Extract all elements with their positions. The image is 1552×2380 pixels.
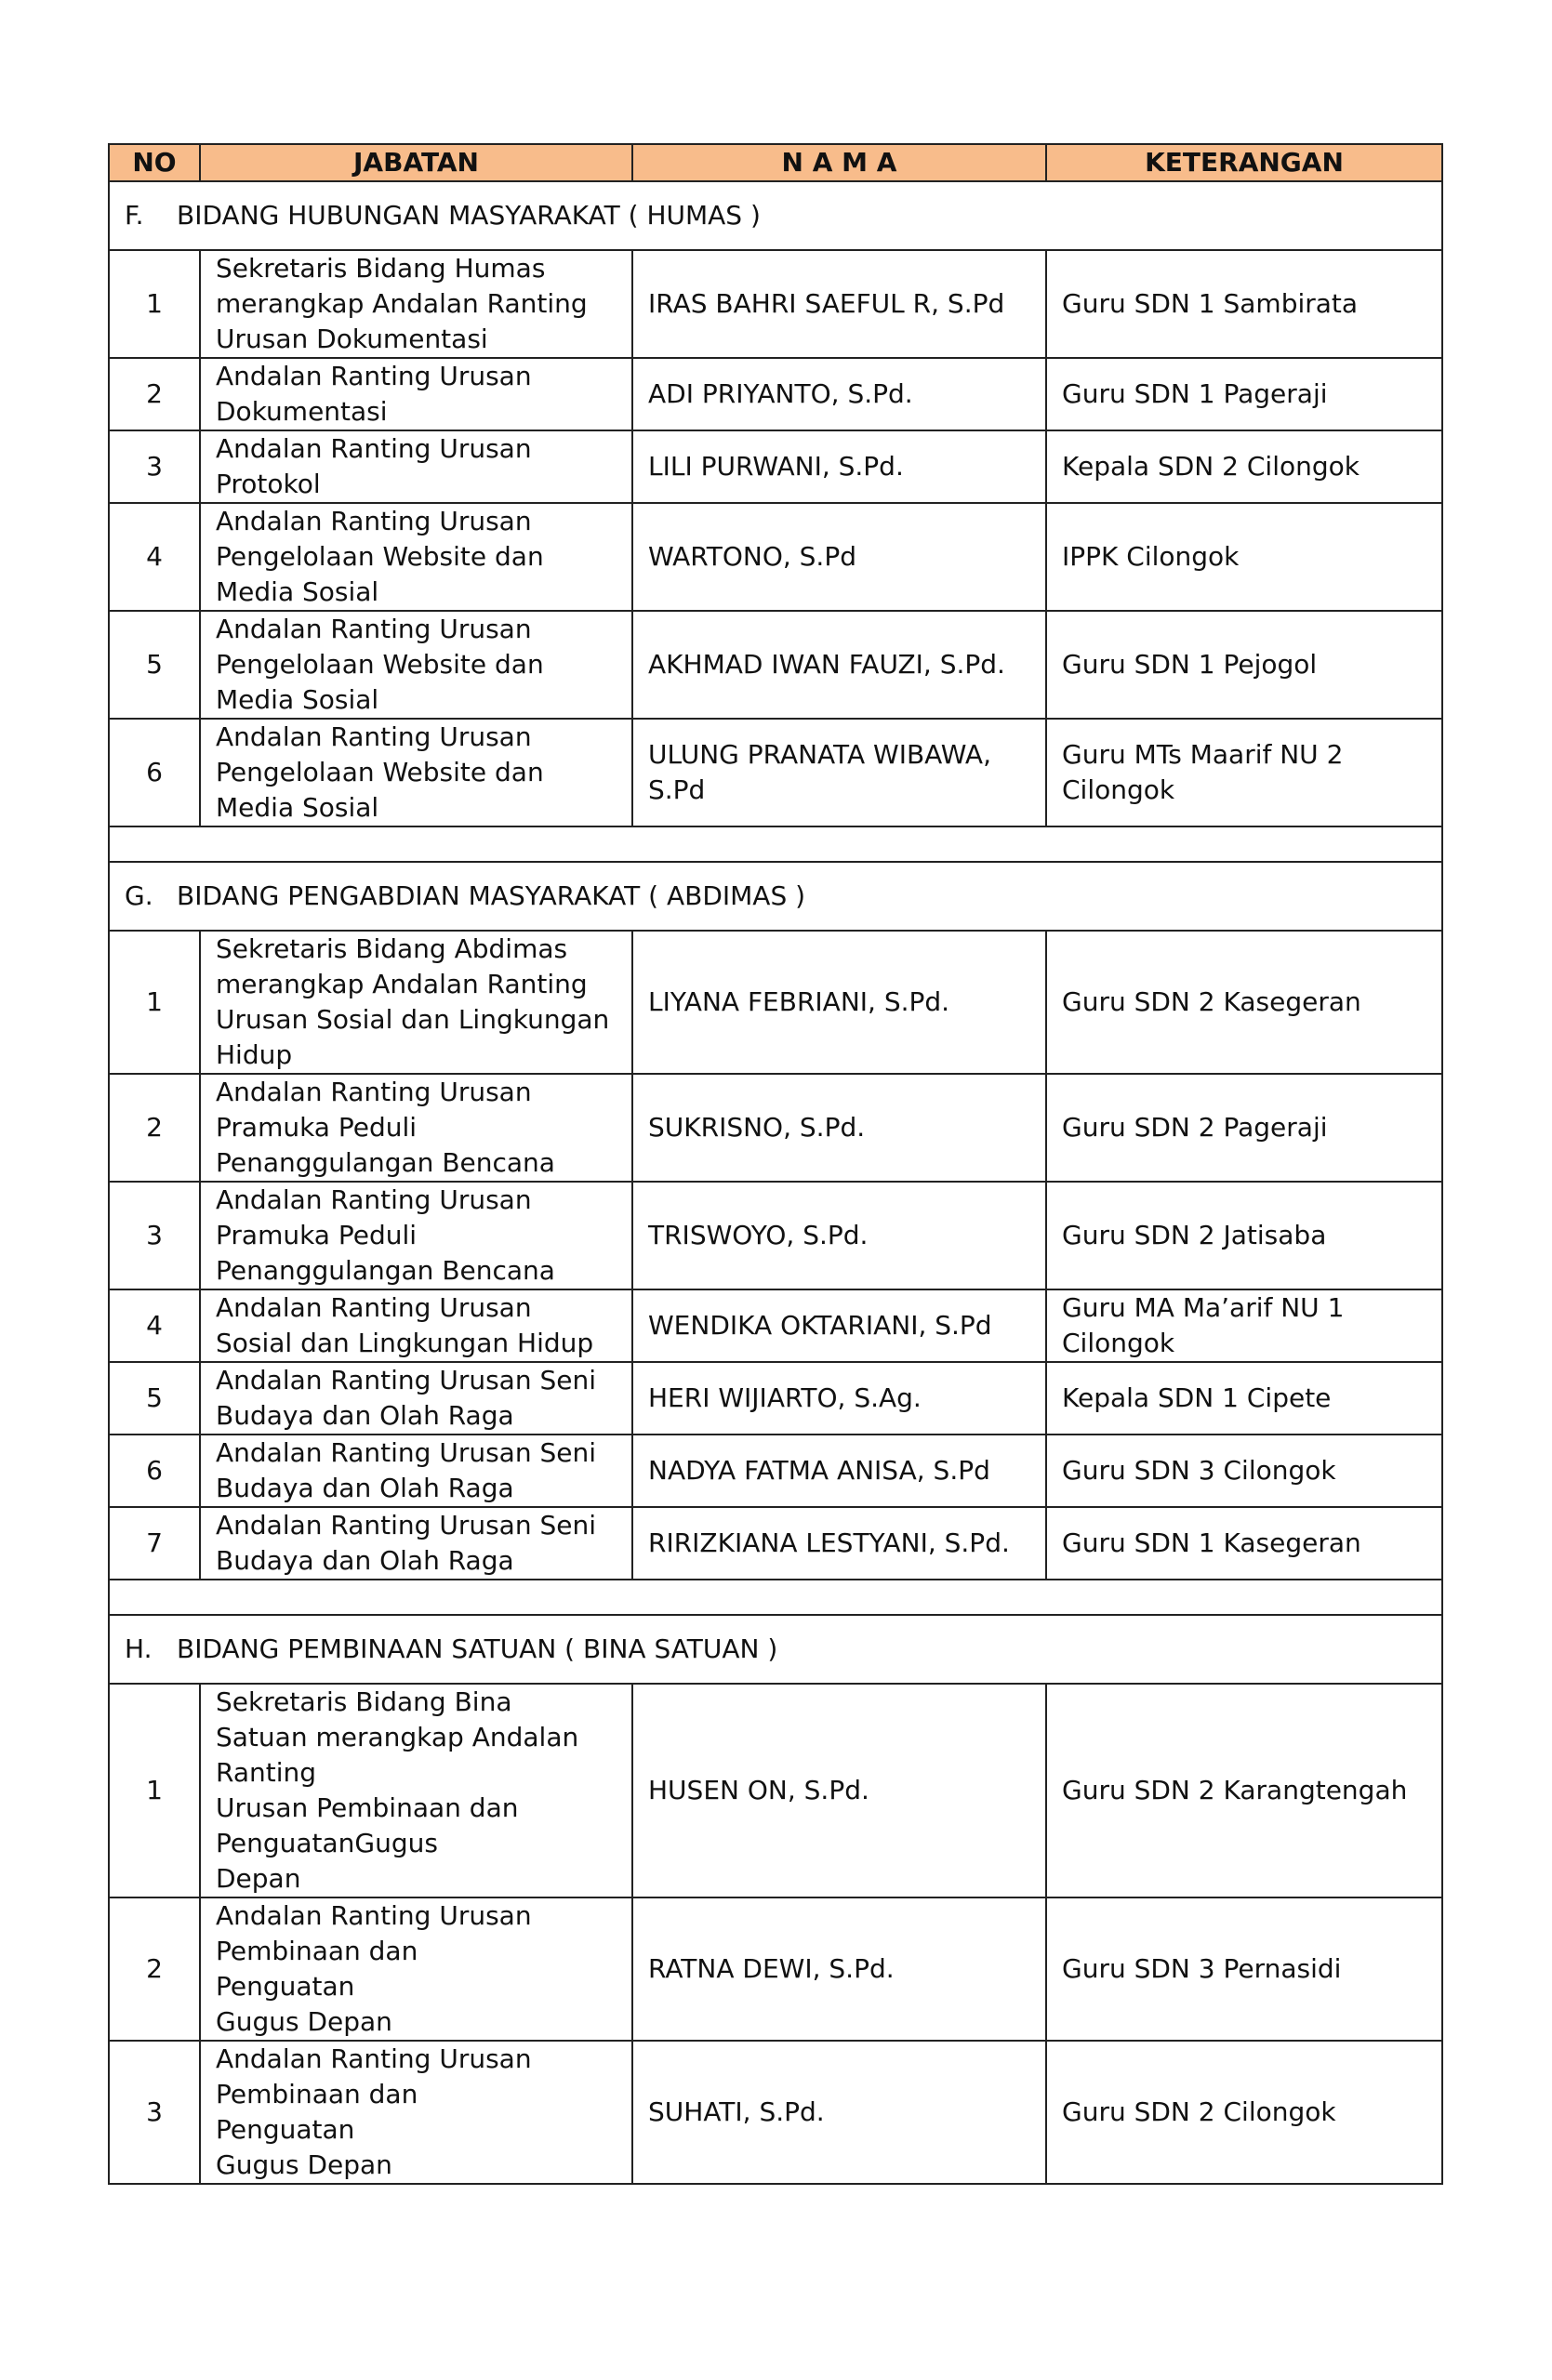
- jabatan-cell: [200, 1182, 632, 1289]
- table-row: [109, 611, 1442, 719]
- table-row: [109, 719, 1442, 826]
- jabatan-line: Penguatan: [216, 1971, 355, 2002]
- table-row: [109, 1684, 1442, 1897]
- row-number: 3: [109, 1182, 200, 1289]
- nama-cell: [632, 1074, 1046, 1182]
- jabatan-line: Protokol: [216, 469, 321, 499]
- jabatan-line: Andalan Ranting Urusan: [216, 433, 532, 464]
- jabatan-line: Media Sosial: [216, 576, 379, 607]
- section-letter: G.: [125, 880, 153, 911]
- section-letter: H.: [125, 1633, 153, 1664]
- jabatan-line: Budaya dan Olah Raga: [216, 1400, 514, 1431]
- row-number: 5: [109, 1362, 200, 1435]
- nama-line: S.Pd: [648, 774, 706, 805]
- keterangan-line: Guru SDN 2 Cilongok: [1062, 2096, 1336, 2127]
- jabatan-line: Gugus Depan: [216, 2006, 392, 2037]
- section-letter: F.: [125, 200, 144, 231]
- keterangan-cell: [1046, 503, 1442, 611]
- section-heading-row: [109, 181, 1442, 250]
- jabatan-cell: [200, 931, 632, 1074]
- section-heading: [109, 1615, 1442, 1684]
- row-number: 6: [109, 1435, 200, 1507]
- nama-line: ULUNG PRANATA WIBAWA,: [648, 739, 991, 770]
- jabatan-line: Andalan Ranting Urusan: [216, 2043, 532, 2074]
- nama-cell: [632, 931, 1046, 1074]
- keterangan-line: Guru SDN 2 Kasegeran: [1062, 986, 1361, 1017]
- jabatan-cell: [200, 2041, 632, 2184]
- nama-line: TRISWOYO, S.Pd.: [648, 1220, 869, 1250]
- row-number: 3: [109, 2041, 200, 2184]
- jabatan-line: Andalan Ranting Urusan: [216, 506, 532, 536]
- keterangan-cell: [1046, 2041, 1442, 2184]
- jabatan-cell: [200, 1507, 632, 1580]
- jabatan-cell: [200, 250, 632, 358]
- spacer-cell: [109, 1580, 1442, 1615]
- jabatan-line: Sosial dan Lingkungan Hidup: [216, 1328, 594, 1358]
- jabatan-line: Pembinaan dan: [216, 2079, 418, 2109]
- row-number: 1: [109, 1684, 200, 1897]
- jabatan-line: Andalan Ranting Urusan: [216, 1184, 532, 1215]
- jabatan-line: Dokumentasi: [216, 396, 388, 427]
- jabatan-line: Urusan Sosial dan Lingkungan: [216, 1004, 610, 1035]
- row-number: 5: [109, 611, 200, 719]
- jabatan-cell: [200, 719, 632, 826]
- table-row: [109, 1182, 1442, 1289]
- jabatan-line: Andalan Ranting Urusan Seni: [216, 1437, 597, 1468]
- jabatan-cell: [200, 430, 632, 503]
- spacer-row: [109, 1580, 1442, 1615]
- keterangan-line: Kepala SDN 2 Cilongok: [1062, 451, 1360, 482]
- jabatan-cell: [200, 1362, 632, 1435]
- keterangan-line: Guru SDN 3 Cilongok: [1062, 1455, 1336, 1486]
- jabatan-line: merangkap Andalan Ranting: [216, 969, 588, 999]
- keterangan-cell: [1046, 250, 1442, 358]
- jabatan-line: Budaya dan Olah Raga: [216, 1473, 514, 1503]
- row-number: 2: [109, 1897, 200, 2041]
- row-number: 7: [109, 1507, 200, 1580]
- keterangan-line: Guru SDN 3 Pernasidi: [1062, 1953, 1342, 1984]
- nama-line: LILI PURWANI, S.Pd.: [648, 451, 904, 482]
- nama-cell: [632, 1897, 1046, 2041]
- table-row: [109, 1507, 1442, 1580]
- header-jabatan: JABATAN: [200, 144, 632, 181]
- nama-cell: [632, 1507, 1046, 1580]
- jabatan-line: Andalan Ranting Urusan: [216, 1900, 532, 1931]
- nama-line: RIRIZKIANA LESTYANI, S.Pd.: [648, 1527, 1010, 1558]
- section-heading: [109, 181, 1442, 250]
- jabatan-line: Sekretaris Bidang Bina: [216, 1686, 512, 1717]
- nama-cell: [632, 430, 1046, 503]
- jabatan-line: Hidup: [216, 1039, 293, 1070]
- jabatan-line: Pembinaan dan: [216, 1936, 418, 1966]
- keterangan-line: Guru MA Ma’arif NU 1: [1062, 1292, 1345, 1323]
- jabatan-line: Penanggulangan Bencana: [216, 1255, 555, 1286]
- jabatan-cell: [200, 1435, 632, 1507]
- jabatan-cell: [200, 611, 632, 719]
- jabatan-line: Andalan Ranting Urusan: [216, 1292, 532, 1323]
- jabatan-line: merangkap Andalan Ranting: [216, 288, 588, 319]
- keterangan-cell: [1046, 358, 1442, 430]
- jabatan-line: Urusan Dokumentasi: [216, 324, 488, 354]
- nama-line: NADYA FATMA ANISA, S.Pd: [648, 1455, 990, 1486]
- nama-cell: [632, 250, 1046, 358]
- nama-cell: [632, 1435, 1046, 1507]
- table-row: [109, 358, 1442, 430]
- row-number: 4: [109, 503, 200, 611]
- keterangan-line: Guru SDN 1 Pejogol: [1062, 649, 1318, 680]
- jabatan-cell: [200, 1074, 632, 1182]
- section-title: BIDANG PEMBINAAN SATUAN ( BINA SATUAN ): [177, 1633, 778, 1664]
- nama-line: SUHATI, S.Pd.: [648, 2096, 825, 2127]
- nama-line: RATNA DEWI, S.Pd.: [648, 1953, 895, 1984]
- jabatan-line: Gugus Depan: [216, 2149, 392, 2180]
- keterangan-cell: [1046, 1362, 1442, 1435]
- nama-cell: [632, 1684, 1046, 1897]
- keterangan-cell: [1046, 1684, 1442, 1897]
- row-number: 6: [109, 719, 200, 826]
- header-nama: N A M A: [632, 144, 1046, 181]
- jabatan-line: Media Sosial: [216, 684, 379, 715]
- keterangan-cell: [1046, 1507, 1442, 1580]
- table-row: [109, 250, 1442, 358]
- jabatan-line: Andalan Ranting Urusan Seni: [216, 1510, 597, 1540]
- keterangan-line: IPPK Cilongok: [1062, 541, 1240, 572]
- section-title: BIDANG PENGABDIAN MASYARAKAT ( ABDIMAS ): [177, 880, 806, 911]
- keterangan-cell: [1046, 1897, 1442, 2041]
- row-number: 2: [109, 358, 200, 430]
- jabatan-cell: [200, 1897, 632, 2041]
- keterangan-cell: [1046, 1074, 1442, 1182]
- keterangan-line: Cilongok: [1062, 774, 1175, 805]
- row-number: 1: [109, 931, 200, 1074]
- nama-line: IRAS BAHRI SAEFUL R, S.Pd: [648, 288, 1005, 319]
- nama-line: LIYANA FEBRIANI, S.Pd.: [648, 986, 950, 1017]
- nama-line: HUSEN ON, S.Pd.: [648, 1775, 869, 1805]
- table-row: [109, 503, 1442, 611]
- jabatan-line: Sekretaris Bidang Humas: [216, 253, 546, 284]
- jabatan-line: Pengelolaan Website dan: [216, 649, 544, 680]
- jabatan-line: Sekretaris Bidang Abdimas: [216, 933, 568, 964]
- jabatan-cell: [200, 358, 632, 430]
- table-row: [109, 931, 1442, 1074]
- keterangan-line: Guru SDN 1 Sambirata: [1062, 288, 1359, 319]
- jabatan-line: Urusan Pembinaan dan: [216, 1792, 519, 1823]
- row-number: 4: [109, 1289, 200, 1362]
- jabatan-line: Penguatan: [216, 2114, 355, 2145]
- nama-line: ADI PRIYANTO, S.Pd.: [648, 378, 913, 409]
- keterangan-cell: [1046, 430, 1442, 503]
- nama-cell: [632, 1289, 1046, 1362]
- jabatan-line: Pramuka Peduli: [216, 1220, 418, 1250]
- row-number: 2: [109, 1074, 200, 1182]
- table-header-row: [109, 144, 1442, 181]
- jabatan-line: PenguatanGugus: [216, 1828, 438, 1858]
- nama-line: WARTONO, S.Pd: [648, 541, 856, 572]
- nama-cell: [632, 2041, 1046, 2184]
- header-no: NO: [109, 144, 200, 181]
- jabatan-line: Andalan Ranting Urusan: [216, 1077, 532, 1107]
- nama-cell: [632, 719, 1046, 826]
- jabatan-line: Satuan merangkap Andalan: [216, 1722, 579, 1752]
- table-row: [109, 1362, 1442, 1435]
- table-row: [109, 1074, 1442, 1182]
- jabatan-line: Pengelolaan Website dan: [216, 757, 544, 787]
- jabatan-cell: [200, 1289, 632, 1362]
- jabatan-line: Andalan Ranting Urusan Seni: [216, 1365, 597, 1395]
- section-heading: [109, 862, 1442, 931]
- keterangan-line: Kepala SDN 1 Cipete: [1062, 1382, 1332, 1413]
- table-row: [109, 430, 1442, 503]
- nama-cell: [632, 503, 1046, 611]
- jabatan-line: Pengelolaan Website dan: [216, 541, 544, 572]
- jabatan-cell: [200, 1684, 632, 1897]
- nama-cell: [632, 1182, 1046, 1289]
- row-number: 3: [109, 430, 200, 503]
- spacer-row: [109, 826, 1442, 862]
- kepengurusan-table: [108, 143, 1443, 2185]
- jabatan-line: Andalan Ranting Urusan: [216, 721, 532, 752]
- jabatan-cell: [200, 503, 632, 611]
- nama-cell: [632, 358, 1046, 430]
- keterangan-line: Cilongok: [1062, 1328, 1175, 1358]
- section-heading-row: [109, 862, 1442, 931]
- nama-line: HERI WIJIARTO, S.Ag.: [648, 1382, 922, 1413]
- keterangan-line: Guru SDN 2 Jatisaba: [1062, 1220, 1327, 1250]
- jabatan-line: Depan: [216, 1863, 301, 1894]
- keterangan-cell: [1046, 1289, 1442, 1362]
- header-keterangan: KETERANGAN: [1046, 144, 1442, 181]
- jabatan-line: Ranting: [216, 1757, 317, 1788]
- keterangan-cell: [1046, 931, 1442, 1074]
- keterangan-line: Guru SDN 1 Kasegeran: [1062, 1527, 1361, 1558]
- keterangan-cell: [1046, 611, 1442, 719]
- jabatan-line: Penanggulangan Bencana: [216, 1147, 555, 1178]
- keterangan-line: Guru MTs Maarif NU 2: [1062, 739, 1344, 770]
- section-title: BIDANG HUBUNGAN MASYARAKAT ( HUMAS ): [177, 200, 761, 231]
- keterangan-cell: [1046, 719, 1442, 826]
- keterangan-line: Guru SDN 1 Pageraji: [1062, 378, 1328, 409]
- keterangan-line: Guru SDN 2 Pageraji: [1062, 1112, 1328, 1143]
- nama-line: AKHMAD IWAN FAUZI, S.Pd.: [648, 649, 1005, 680]
- nama-cell: [632, 611, 1046, 719]
- keterangan-cell: [1046, 1182, 1442, 1289]
- section-heading-row: [109, 1615, 1442, 1684]
- jabatan-line: Andalan Ranting Urusan: [216, 361, 532, 391]
- table-row: [109, 1289, 1442, 1362]
- table-body: [109, 181, 1442, 2184]
- jabatan-line: Budaya dan Olah Raga: [216, 1545, 514, 1576]
- nama-line: SUKRISNO, S.Pd.: [648, 1112, 866, 1143]
- spacer-cell: [109, 826, 1442, 862]
- nama-cell: [632, 1362, 1046, 1435]
- table-row: [109, 1435, 1442, 1507]
- nama-line: WENDIKA OKTARIANI, S.Pd: [648, 1310, 992, 1341]
- jabatan-line: Pramuka Peduli: [216, 1112, 418, 1143]
- table-row: [109, 1897, 1442, 2041]
- keterangan-cell: [1046, 1435, 1442, 1507]
- keterangan-line: Guru SDN 2 Karangtengah: [1062, 1775, 1408, 1805]
- table-row: [109, 2041, 1442, 2184]
- row-number: 1: [109, 250, 200, 358]
- jabatan-line: Media Sosial: [216, 792, 379, 823]
- jabatan-line: Andalan Ranting Urusan: [216, 614, 532, 644]
